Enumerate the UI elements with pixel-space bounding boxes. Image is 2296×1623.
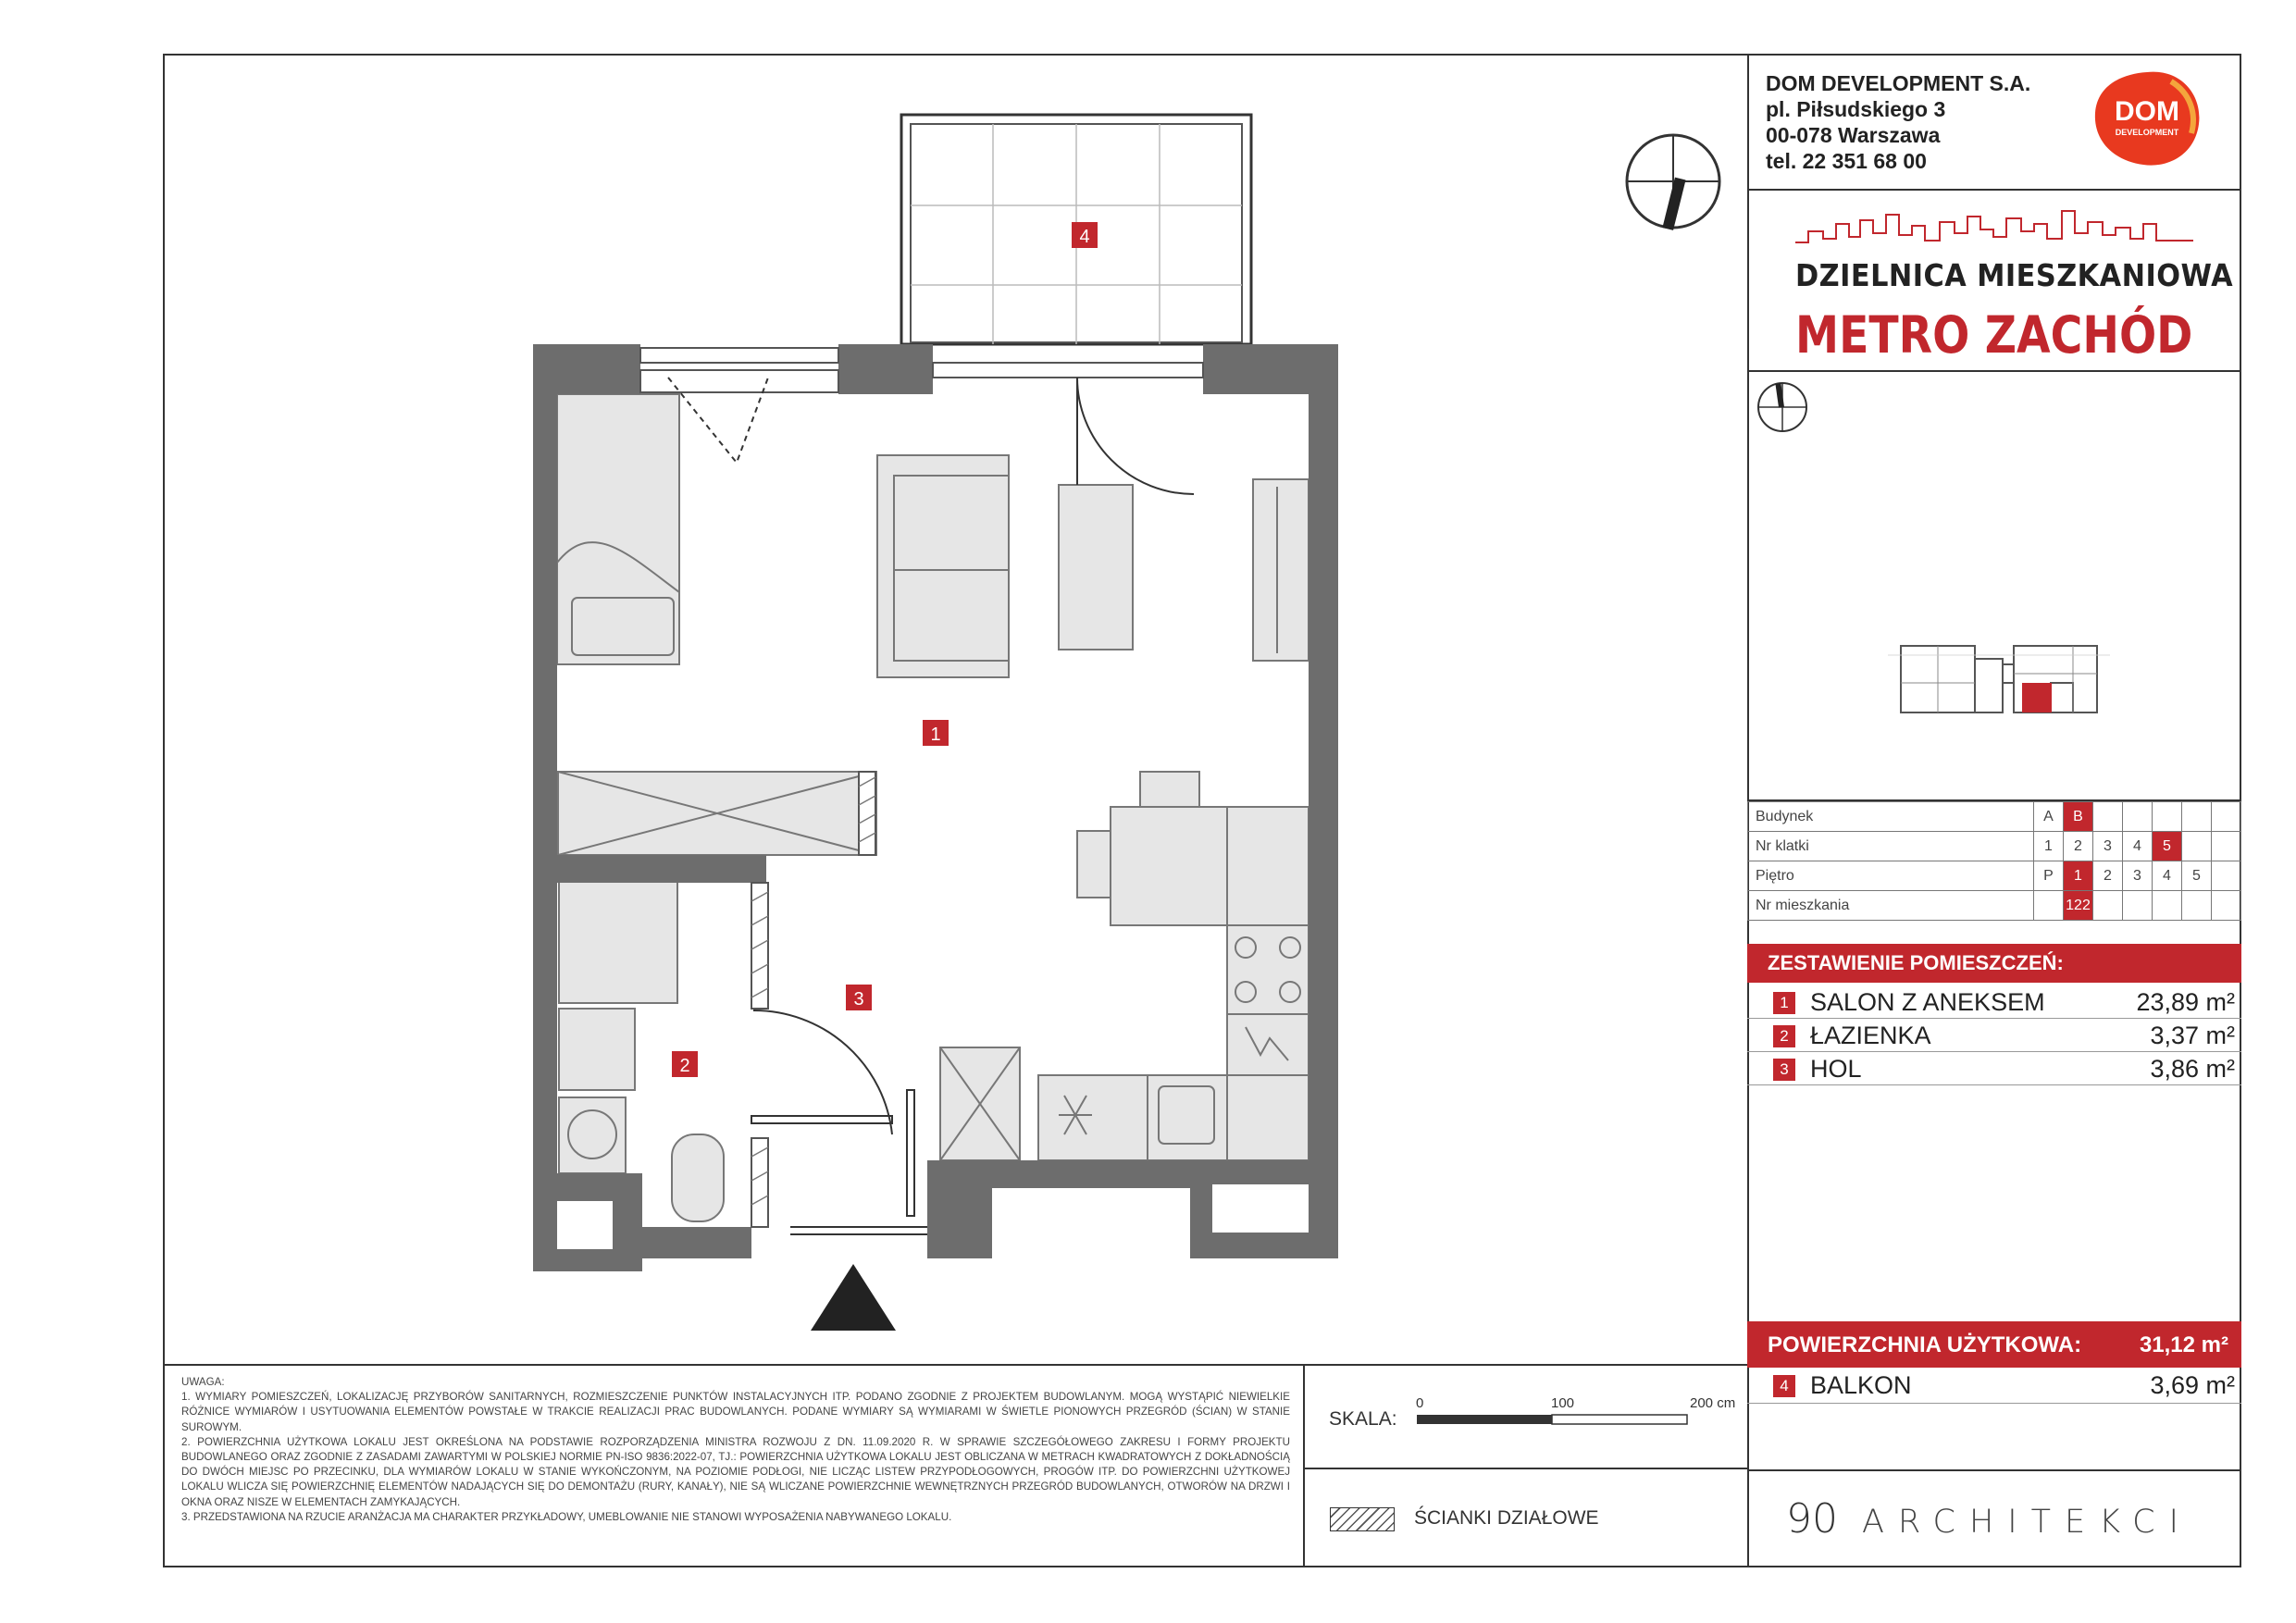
- kitchen-counter: [1227, 1075, 1309, 1160]
- panel-divider-architect: [1747, 1469, 2241, 1471]
- washbasin: [559, 1009, 635, 1090]
- architect-number: 90: [1786, 1495, 1838, 1542]
- room-label-1: 1: [930, 725, 941, 745]
- note-item: 2. POWIERZCHNIA UŻYTKOWA LOKALU JEST OKREŚLONA NA PODSTAWIE ROZPORZĄDZENIA MINISTRA ROZWOJU Z DN. 11.09.2020 R. W SPRAWIE SZCZEGÓŁOWEGO ZAKRESU I FORMY PROJEKTU BUDOWLANEGO ORAZ ZGODNIE Z ZASADAMI ZAWARTYMI W POLSKIEJ NORMIE PN-ISO 9836:2022-07, TJ.: POWIERZCHNIA UŻYTKOWA LOKALU JEST OBLICZANA W METRACH KWADRATOWYCH Z DOKŁADNOŚCIĄ DO DWÓCH MIEJSC PO PRZECINKU, DLA WYMIARÓW LOKALU W STANIE WYKOŃCZONYM, NA POZIOMIE PODŁOGI, NIE LICZĄC LISTEW PRZYPODŁOGOWYCH, PROGÓW ITP. DO POWIERZCHNI UŻYTKOWEJ LOKALU WLICZA SIĘ POWIERZCHNIĘ ELEMENTÓW NADAJĄCYCH SIĘ DO DEMONTAŻU (RURY, KANAŁY), NIE SĄ WLICZANE POWIERZCHNIE WEWNĘTRZNYCH PRZEGRÓD BUDOWLANYCH, OTWORÓW NA DRZWI I OKNA ORAZ NISZE W ELEMENTACH ZAMYKAJĄCYCH.: [181, 1435, 1290, 1508]
- kitchen-counter: [1038, 1075, 1148, 1160]
- location-table: [1747, 801, 2241, 921]
- legend-label: ŚCIANKI DZIAŁOWE: [1414, 1507, 1599, 1529]
- total-area-value: 31,12 m²: [2139, 1332, 2228, 1357]
- notes-block: [181, 1375, 1290, 1525]
- room-label-2: 2: [679, 1056, 690, 1076]
- rooms-row-separator: [1747, 1018, 2241, 1019]
- scale-label: SKALA:: [1329, 1408, 1397, 1430]
- panel-divider-estate: [1747, 370, 2241, 372]
- sofa-seat: [894, 476, 1009, 570]
- room-row-hol: 3 HOL 3,86 m²: [1768, 1053, 2235, 1084]
- pillow: [572, 598, 674, 655]
- chair: [1077, 831, 1111, 898]
- company-name: DOM DEVELOPMENT S.A.: [1766, 71, 2031, 95]
- row-label: Piętro: [1748, 861, 2034, 891]
- notes-divider-scale: [1303, 1364, 1305, 1567]
- notes-title: UWAGA:: [181, 1376, 225, 1388]
- estate-title-line2: METRO ZACHÓD: [1795, 305, 2193, 365]
- room-label-4: 4: [1079, 227, 1090, 247]
- room-row-lazienka: 2 ŁAZIENKA 3,37 m²: [1768, 1020, 2235, 1051]
- logo-text-dom: DOM: [2115, 96, 2179, 127]
- compass-small-icon: [1755, 379, 1810, 435]
- room-row-salon: 1 SALON Z ANEKSEM 23,89 m²: [1768, 986, 2235, 1018]
- coffee-table: [1059, 485, 1133, 650]
- total-area-label: POWIERZCHNIA UŻYTKOWA:: [1768, 1332, 2082, 1357]
- note-item: 1. WYMIARY POMIESZCZEŃ, LOKALIZACJĘ PRZYBORÓW SANITARNYCH, ROZMIESZCZENIE PUNKTÓW INSTALACYJNYCH ITP. PODANO ZGODNIE Z PROJEKTEM BUDOWLANYM. MOGĄ WYSTĄPIĆ NIEWIELKIE RÓŻNICE WYMIARÓW I USYTUOWANIA ELEMENTÓW POWSTAŁE W TRAKCIE REALIZACJI PRAC BUDOWLANYCH. PODANE WYMIARY SĄ WYMIARAMI W ŚWIETLE PIONOWYCH PRZEGRÓD (ŚCIAN) W STANIE SUROWYM.: [181, 1391, 1290, 1433]
- chair: [1140, 772, 1199, 807]
- tv-cabinet: [1253, 479, 1309, 661]
- logo-text-development: DEVELOPMENT: [2115, 128, 2179, 137]
- skyline-icon: [1795, 205, 2193, 254]
- estate-title-line1: DZIELNICA MIESZKANIOWA: [1795, 257, 2234, 293]
- floor-plan: [163, 54, 1747, 1364]
- company-phone: tel. 22 351 68 00: [1766, 149, 1927, 173]
- note-item: 3. PRZEDSTAWIONA NA RZUCIE ARANŻACJA MA CHARAKTER PRZYKŁADOWY, UMEBLOWANIE NIE STANOWI WYPOSAŻENIA NABYWANEGO LOKALU.: [181, 1510, 952, 1523]
- kitchen-counter: [1227, 1014, 1309, 1075]
- balcony-separator: [1747, 1403, 2241, 1404]
- rooms-row-separator: [1747, 1084, 2241, 1085]
- dining-table: [1111, 807, 1227, 925]
- company-info: [1766, 70, 2030, 174]
- panel-divider-company: [1747, 189, 2241, 191]
- table-row: Budynek A B: [1748, 802, 2241, 832]
- room-label-3: 3: [853, 989, 864, 1010]
- notes-divider-top: [163, 1364, 1747, 1366]
- kitchen-counter: [1227, 807, 1309, 925]
- company-city: 00-078 Warszawa: [1766, 123, 1941, 147]
- total-area-bar: [1747, 1321, 2241, 1368]
- building-key-plan: [1888, 637, 2110, 729]
- dom-development-logo: [2090, 67, 2204, 170]
- shower: [559, 881, 677, 1003]
- company-street: pl. Piłsudskiego 3: [1766, 97, 1946, 121]
- toilet: [672, 1134, 724, 1221]
- entrance-arrow-icon: [811, 1264, 896, 1331]
- partition-wall-hatch-icon: [1330, 1507, 1395, 1531]
- rooms-row-separator: [1747, 1051, 2241, 1052]
- scale-tick-100: 100: [1551, 1395, 1575, 1411]
- row-label: Nr klatki: [1748, 832, 2034, 861]
- architect-name: ARCHITEKCI: [1862, 1504, 2192, 1541]
- rooms-summary-header: ZESTAWIENIE POMIESZCZEŃ:: [1747, 944, 2241, 983]
- row-label: Budynek: [1748, 802, 2034, 832]
- scale-divider: [1303, 1468, 1747, 1469]
- table-row: Piętro P 1 2 3 4 5: [1748, 861, 2241, 891]
- scale-bar: [1416, 1412, 1694, 1427]
- sofa-seat: [894, 570, 1009, 661]
- compass-icon: [1627, 135, 1719, 230]
- architect-logo: [1786, 1495, 2192, 1542]
- table-row: Nr klatki 1 2 3 4 5: [1748, 832, 2241, 861]
- scale-tick-0: 0: [1416, 1395, 1424, 1411]
- row-label: Nr mieszkania: [1748, 891, 2034, 921]
- table-row: Nr mieszkania 122: [1748, 891, 2241, 921]
- scale-tick-200: 200 cm: [1690, 1395, 1736, 1411]
- room-row-balkon: 4 BALKON 3,69 m²: [1768, 1369, 2235, 1401]
